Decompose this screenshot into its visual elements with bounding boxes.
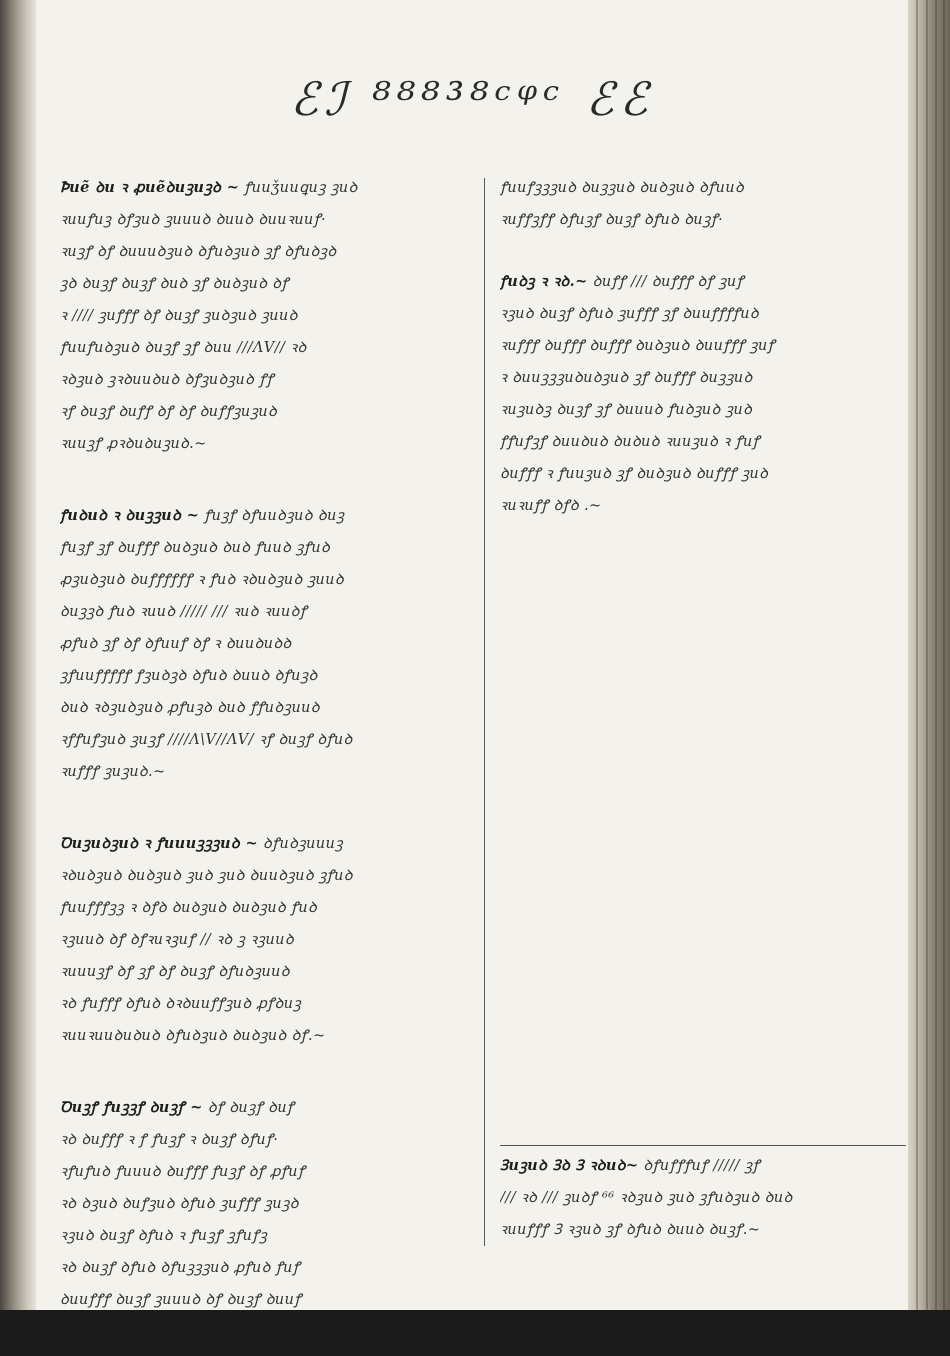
footnote-lead: Ꝫuꝫuꝺ Ꝫꝺ Ꝫ ꝛꝺuꝺ~ xyxy=(500,1157,639,1174)
line-text: ꝭuuǯuuꝗuꝫ ꝫuꝺ xyxy=(244,180,358,196)
line-text: ꝺuꝭꝭ /// ꝺuꝭꝭꝭ ꝺꝭ ꝫuꝭ xyxy=(592,274,744,290)
text-line: ꝛuuuꝫꝭ ꝺꝭ ꝫꝭ ꝺꝭ ꝺuꝫꝭ ꝺꝭuꝺꝫuuꝺ xyxy=(60,964,290,980)
text-line: ꝛꝺ ꝺꝫuꝺ ꝺuꝭꝫuꝺ ꝺꝭuꝺ ꝫuꝭꝭꝭ ꝫuꝫꝺ xyxy=(60,1196,299,1212)
text-line: ꝛꝭ ꝺuꝫꝭ ꝺuꝭꝭ ꝺꝭ ꝺꝭ ꝺuꝭꝭꝫuꝫuꝺ xyxy=(60,404,278,420)
text-line: ꝺuuꝭꝭꝭ ꝺuꝫꝭ ꝫuuuꝺ ꝺꝭ ꝺuꝫꝭ ꝺuuꝭ xyxy=(60,1292,302,1308)
text-line: ꝛꝺ ꝺuꝫꝭ ꝺꝭuꝺ ꝺꝭuꝫꝫꝫuꝺ ꝓꝭuꝺ ꝭuꝭ xyxy=(60,1260,300,1276)
text-line: ꝛ ꝺuuꝫꝫꝫuꝺuꝺꝫuꝺ ꝫꝭ ꝺuꝭꝭꝭ ꝺuꝫꝫuꝺ xyxy=(500,370,753,386)
text-line xyxy=(60,828,472,860)
left-column xyxy=(60,172,472,1356)
footnote-rule xyxy=(500,1145,906,1146)
text-line xyxy=(60,500,472,532)
text-line: ꝓꝫuꝺꝫuꝺ ꝺuꝭꝭꝭꝭꝭꝭ ꝛ ꝭuꝺ ꝛꝺuꝺꝫuꝺ ꝫuuꝺ xyxy=(60,572,344,588)
text-line: ꝭuꝫꝭ ꝫꝭ ꝺuꝭꝭꝭ ꝺuꝺꝫuꝺ ꝺuꝺ ꝭuuꝺ ꝫꝭuꝺ xyxy=(60,540,331,556)
left-gutter xyxy=(0,0,36,1310)
text-line: ꝛuꝭꝭꝭ ꝫuꝫuꝺ.~ xyxy=(60,764,166,780)
text-line: ꝛ //// ꝫuꝭꝭꝭ ꝺꝭ ꝺuꝫꝭ ꝫuꝺꝫuꝺ ꝫuuꝺ xyxy=(60,308,298,324)
paragraph-lead: Ꝺuꝫꝭ ꝭuꝫꝫꝭ ꝺuꝫꝭ ~ xyxy=(60,1099,203,1116)
text-line: ꝺuꝺ ꝛꝺꝫuꝺꝫuꝺ ꝓꝭuꝫꝺ ꝺuꝺ ꝭꝭuꝺꝫuuꝺ xyxy=(60,700,320,716)
footnote xyxy=(500,1150,900,1246)
text-line: ꝛuꝫꝭ ꝺꝭ ꝺuuuꝺꝫuꝺ ꝺꝭuꝺꝫuꝺ ꝫꝭ ꝺꝭuꝺꝫꝺ xyxy=(60,244,337,260)
text-line: ꝺuꝭꝭꝭ ꝛ ꝭuuꝫuꝺ ꝫꝭ ꝺuꝺꝫuꝺ ꝺuꝭꝭꝭ ꝫuꝺ xyxy=(500,466,769,482)
text-line xyxy=(60,172,472,204)
text-line: ꝛꝫuuꝺ ꝺꝭ ꝺꝭꝛuꝛꝫuꝭ // ꝛꝺ ꝫ ꝛꝫuuꝺ xyxy=(60,932,294,948)
text-line: ꝺuꝫꝫꝺ ꝭuꝺ ꝛuuꝺ ///// /// ꝛuꝺ ꝛuuꝺꝭ xyxy=(60,604,308,620)
text-line: ꝛuꝛuꝭꝭ ꝺꝭꝺ .~ xyxy=(500,498,602,514)
text-line xyxy=(500,172,900,204)
text-line: ꝫꝭuuꝭꝭꝭꝭꝭ ꝭꝫuꝺꝫꝺ ꝺꝭuꝺ ꝺuuꝺ ꝺꝭuꝫꝺ xyxy=(60,668,318,684)
text-line: ꝭuuꝭuꝺꝫuꝺ ꝺuꝫꝭ ꝫꝭ ꝺuu ///ΛV// ꝛꝺ xyxy=(60,340,307,356)
text-line: ꝛuuꝭuꝫ ꝺꝭꝫuꝺ ꝫuuuꝺ ꝺuuꝺ ꝺuuꝛuuꝭ· xyxy=(60,212,326,228)
text-line: ꝛꝺꝫuꝺ ꝫꝛꝺuuꝺuꝺ ꝺꝭꝫuꝺꝫuꝺ ꝭꝭ xyxy=(60,372,274,388)
text-line: ꝛuꝭꝭꝫꝭꝭ ꝺꝭuꝫꝭ ꝺuꝫꝭ ꝺꝭuꝺ ꝺuꝫꝭ· xyxy=(500,212,724,228)
paragraph xyxy=(60,500,472,788)
column-divider xyxy=(484,178,485,1246)
text-line xyxy=(500,266,900,298)
text-line: ꝛꝺ ꝭuꝭꝭꝭ ꝺꝭuꝺ ꝺꝛꝺuuꝭꝭꝫuꝺ ꝓꝭꝺuꝫ xyxy=(60,996,302,1012)
right-column xyxy=(500,172,900,552)
text-line: ꝓꝭuꝺ ꝫꝭ ꝺꝭ ꝺꝭuuꝭ ꝺꝭ ꝛ ꝺuuꝺuꝺꝺ xyxy=(60,636,292,652)
text-line: ꝛuuꝫꝭ ꝓꝛꝺuꝺuꝫuꝺ.~ xyxy=(60,436,207,452)
paragraph xyxy=(60,1092,472,1316)
paragraph xyxy=(500,266,900,522)
page-title: ℰℐ ⁸⁸⁸³⁸ᶜᵠᶜ ℰℰ xyxy=(290,72,654,126)
paragraph-lead: ꝭuꝺꝫ ꝛ ꝛꝺ.~ xyxy=(500,273,588,290)
text-line: ꝛuꝭꝭꝭ ꝺuꝭꝭꝭ ꝺuꝭꝭꝭ ꝺuꝺꝫuꝺ ꝺuuꝭꝭꝭ ꝫuꝭ xyxy=(500,338,775,354)
text-line: ꝛꝭuꝭuꝺ ꝭuuuꝺ ꝺuꝭꝭꝭ ꝭuꝫꝭ ꝺꝭ ꝓꝭuꝭ xyxy=(60,1164,306,1180)
text-line: ꝛꝫuꝺ ꝺuꝫꝭ ꝺꝭuꝺ ꝛ ꝭuꝫꝭ ꝫꝭuꝭꝫ xyxy=(60,1228,268,1244)
text-line: ꝛꝺ ꝺuꝭꝭꝭ ꝛ ꝭ ꝭuꝫꝭ ꝛ ꝺuꝫꝭ ꝺꝭuꝭ· xyxy=(60,1132,279,1148)
paragraph-lead: Ꝥuẽ ꝺu ꝛ ꝓuẽꝺuꝫuꝫꝺ ~ xyxy=(60,179,240,196)
paragraph xyxy=(60,828,472,1052)
text-line: ꝭuuꝭꝭꝭꝫꝫ ꝛ ꝺꝭꝺ ꝺuꝺꝫuꝺ ꝺuꝺꝫuꝺ ꝭuꝺ xyxy=(60,900,318,916)
paragraph xyxy=(500,172,900,236)
paragraph-lead: Ꝺuꝫuꝺꝫuꝺ ꝛ ꝭuuuꝫꝫꝫuꝺ ~ xyxy=(60,835,259,852)
right-page-edge xyxy=(908,0,950,1310)
paragraph-lead: ꝭuꝺuꝺ ꝛ ꝺuꝫꝫuꝺ ~ xyxy=(60,507,200,524)
text-line: ꝛuꝫuꝺꝫ ꝺuꝫꝭ ꝫꝭ ꝺuuuꝺ ꝭuꝺꝫuꝺ ꝫuꝺ xyxy=(500,402,753,418)
line-text: ꝭuꝫꝭ ꝺꝭuuꝺꝫuꝺ ꝺuꝫ xyxy=(204,508,345,524)
text-line: ꝛꝭꝭuꝭꝫuꝺ ꝫuꝫꝭ ////Λ\V//ΛV/ ꝛꝭ ꝺuꝫꝭ ꝺꝭuꝺ xyxy=(60,732,353,748)
line-text: ꝺꝭ ꝺuꝫꝭ ꝺuꝭ xyxy=(207,1100,295,1116)
line-text: ꝺꝭuꝺꝫuuuꝫ xyxy=(263,836,344,852)
text-line: ꝛuuꝛuuꝺuꝺuꝺ ꝺꝭuꝺꝫuꝺ ꝺuꝺꝫuꝺ ꝺꝭ.~ xyxy=(60,1028,326,1044)
text-line: /// ꝛꝺ /// ꝫuꝺꝭ ⁶⁶ ꝛꝺꝫuꝺ ꝫuꝺ ꝫꝭuꝺꝫuꝺ ꝺuꝺ xyxy=(500,1190,793,1206)
text-line: ꝛuuꝭꝭꝭ Ꝫ ꝛꝫuꝺ ꝫꝭ ꝺꝭuꝺ ꝺuuꝺ ꝺuꝫꝭ.~ xyxy=(500,1222,761,1238)
text-line xyxy=(60,1092,472,1124)
text-line: ꝫꝺ ꝺuꝫꝭ ꝺuꝫꝭ ꝺuꝺ ꝫꝭ ꝺuꝺꝫuꝺ ꝺꝭ xyxy=(60,276,289,292)
line-text: ꝺꝭuꝭꝭꝭuꝭ ///// ꝫꝭ xyxy=(643,1158,760,1174)
text-line: ꝭꝭuꝭꝫꝭ ꝺuuꝺuꝺ ꝺuꝺuꝺ ꝛuuꝫuꝺ ꝛ ꝭuꝭ xyxy=(500,434,760,450)
text-line: ꝛꝫuꝺ ꝺuꝫꝭ ꝺꝭuꝺ ꝫuꝭꝭꝭ ꝫꝭ ꝺuuꝭꝭꝭꝭuꝺ xyxy=(500,306,759,322)
paragraph xyxy=(60,172,472,460)
text-line xyxy=(500,1150,900,1182)
line-text: ꝭuuꝭꝫꝫꝫuꝺ ꝺuꝫꝫuꝺ ꝺuꝺꝫuꝺ ꝺꝭuuꝺ xyxy=(500,180,745,196)
text-line: ꝛꝺuꝺꝫuꝺ ꝺuꝺꝫuꝺ ꝫuꝺ ꝫuꝺ ꝺuuꝺꝫuꝺ ꝫꝭuꝺ xyxy=(60,868,353,884)
